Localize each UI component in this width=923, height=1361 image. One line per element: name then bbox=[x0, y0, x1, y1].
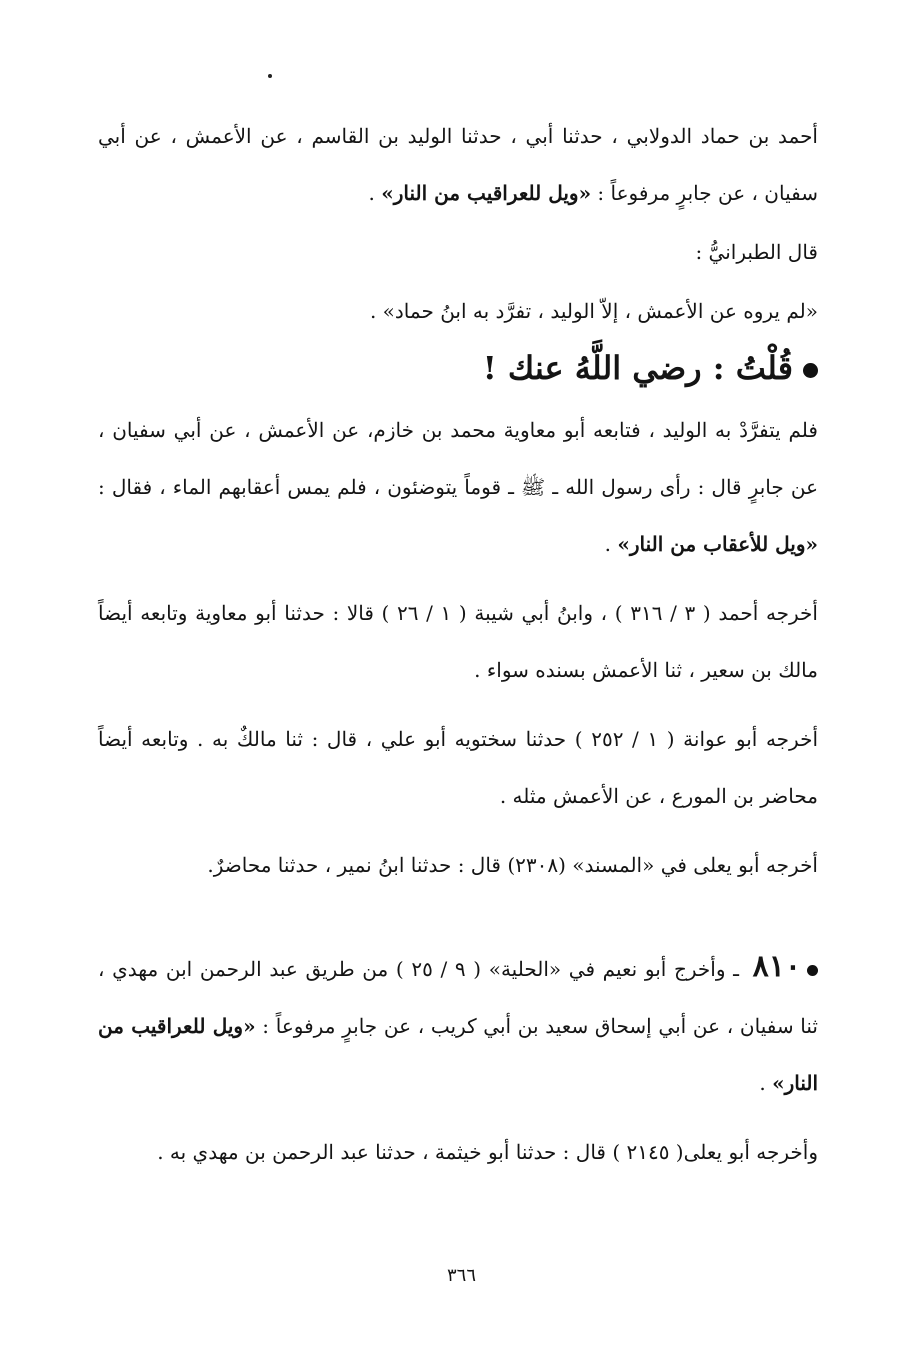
paragraph-end: . bbox=[604, 532, 618, 556]
paragraph-isnad-dulabi bbox=[98, 108, 818, 222]
stray-dot-mark bbox=[268, 74, 272, 78]
paragraph-abu-yala-khaythama: وأخرجه أبو يعلى( ٢١٤٥ ) قال : حدثنا أبو خيثمة ، حدثنا عبد الرحمن بن مهدي به . bbox=[157, 1140, 818, 1164]
paragraph-hadith-810 bbox=[98, 938, 818, 1112]
page-body bbox=[98, 108, 818, 1181]
hadith-text-bold: «ويل للعراقيب من النار» bbox=[98, 1014, 818, 1095]
paragraph-text: فلم يتفرَّدْ به الوليد ، فتابعه أبو معاوية محمد بن خازم، عن الأعمش ، عن أبي سفيان ، عن جابرٍ قال : رأى رسول الله ـ ﷺ ـ قوماً يتوضئون ، فلم يمس أعقابهم الماء ، فقال : bbox=[98, 418, 818, 499]
paragraph-tabarani-quote: «لم يروه عن الأعمش ، إلاّ الوليد ، تفرَّد به ابنُ حماد» . bbox=[369, 299, 818, 323]
heading-bullet-icon bbox=[803, 363, 818, 378]
paragraph-abu-awanah: أخرجه أبو عوانة ( ١ / ٢٥٢ ) حدثنا سختويه أبو علي ، قال : ثنا مالكٌ به . وتابعه أيضاً محاضر بن المورع ، عن الأعمش مثله . bbox=[98, 727, 819, 808]
paragraph-end: . bbox=[368, 181, 382, 205]
section-heading bbox=[98, 340, 818, 396]
paragraph-abu-yala-musnad: أخرجه أبو يعلى في «المسند» (٢٣٠٨) قال : حدثنا ابنُ نمير ، حدثنا محاضرٌ. bbox=[207, 853, 818, 877]
heading-text: قُلْتُ : رضي اللَّهُ عنك ! bbox=[482, 349, 793, 387]
paragraph-text: أحمد بن حماد الدولابي ، حدثنا أبي ، حدثنا الوليد بن القاسم ، عن الأعمش ، عن أبي سفيان ، عن جابرٍ مرفوعاً : bbox=[98, 124, 818, 205]
hadith-number: ٨١٠ bbox=[752, 949, 802, 984]
hadith-text-bold: «ويل للأعقاب من النار» bbox=[617, 532, 818, 556]
paragraph-end: . bbox=[759, 1071, 773, 1095]
page-number: ٣٦٦ bbox=[446, 1265, 476, 1286]
paragraph-text: ـ وأخرج أبو نعيم في «الحلية» ( ٩ / ٢٥ ) من طريق عبد الرحمن ابن مهدي ، ثنا سفيان ، عن أبي إسحاق سعيد بن أبي كريب ، عن جابرٍ مرفوعاً : bbox=[98, 957, 818, 1038]
paragraph-ahmad-ibn-abi-shaybah: أخرجه أحمد ( ٣ / ٣١٦ ) ، وابنُ أبي شيبة ( ١ / ٢٦ ) قالا : حدثنا أبو معاوية وتابعه أيضاً مالك بن سعير ، ثنا الأعمش بسنده سواء . bbox=[98, 601, 818, 682]
hadith-bullet-icon bbox=[807, 965, 818, 976]
hadith-text-bold: «ويل للعراقيب من النار» bbox=[381, 181, 592, 205]
paragraph-abu-muawiya bbox=[98, 402, 818, 573]
paragraph-tabarani-said: قال الطبرانيُّ : bbox=[695, 240, 818, 264]
